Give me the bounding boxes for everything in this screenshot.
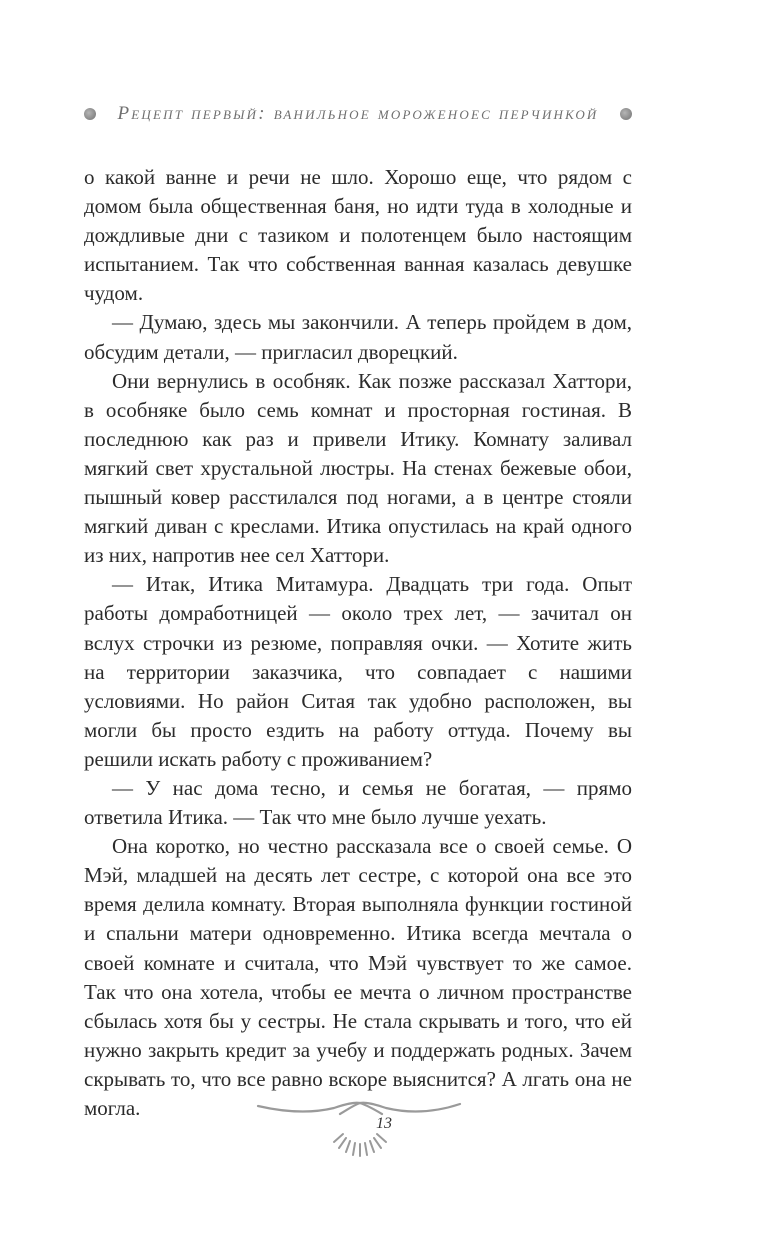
footer-ornament-icon (254, 1098, 464, 1168)
paragraph: Они вернулись в особняк. Как позже рассказал Хаттори, в особняке было семь комнат и просторная гостиная. В последнюю как раз и привели Итику. Комнату заливал мягкий свет хрустальной люстры. На стенах бежевые обои, пышный ковер расстилался под ногами, а в центре стояли мягкий диван с креслами. Итика опустилась на край одного из них, напротив нее сел Хаттори. (84, 368, 632, 568)
paragraph: Она коротко, но честно рассказала все о своей семье. О Мэй, младшей на десять лет сестре, с которой она все это время делила комнату. Вторая выполняла функции гостиной и спальни матери одновременно. Итика всегда мечтала о своей комнате и считала, что Мэй чувствует то же самое. Так что она хотела, чтобы ее мечта о личном пространстве сбылась хотя бы у сестры. Не стала скрывать и того, что ей нужно закрыть кредит за учебу и поддержать родных. Зачем скрывать то, что все равно вскоре выяснится? А лгать она не могла. (84, 834, 632, 1120)
paragraph-continued: о какой ванне и речи не шло. Хорошо еще, что рядом с домом была общественная баня, но идти туда в холодные и дождливые дни с тазиком и полотенцем было настоящим испытанием. Так что собственная ванная казалась девушке чудом. (84, 165, 632, 306)
paragraph-dialogue: — Итак, Итика Митамура. Двадцать три года. Опыт работы домработницей — около трех лет, — зачитал он вслух строчки из резюме, поправляя очки. — Хотите жить на территории заказчика, что совпадает с нашими условиями. Но район Ситая так удобно расположен, вы могли бы просто ездить на работу оттуда. Почему вы решили искать работу с проживанием? (84, 572, 632, 771)
paragraph-dialogue: — Думаю, здесь мы закончили. А теперь пройдем в дом, обсудим детали, — пригласил дворецкий. (84, 310, 632, 364)
running-head (84, 101, 632, 127)
paragraph-dialogue: — У нас дома тесно, и семья не богатая, — прямо ответила Итика. — Так что мне было лучше уехать. (84, 775, 632, 830)
left-bullet-ornament-icon (84, 108, 96, 120)
page-number: 13 (376, 1115, 392, 1132)
right-bullet-ornament-icon (620, 108, 632, 120)
running-head-title: Рецепт первый: ванильное мороженоес перчинкой (117, 103, 599, 124)
body-text (84, 163, 632, 1123)
